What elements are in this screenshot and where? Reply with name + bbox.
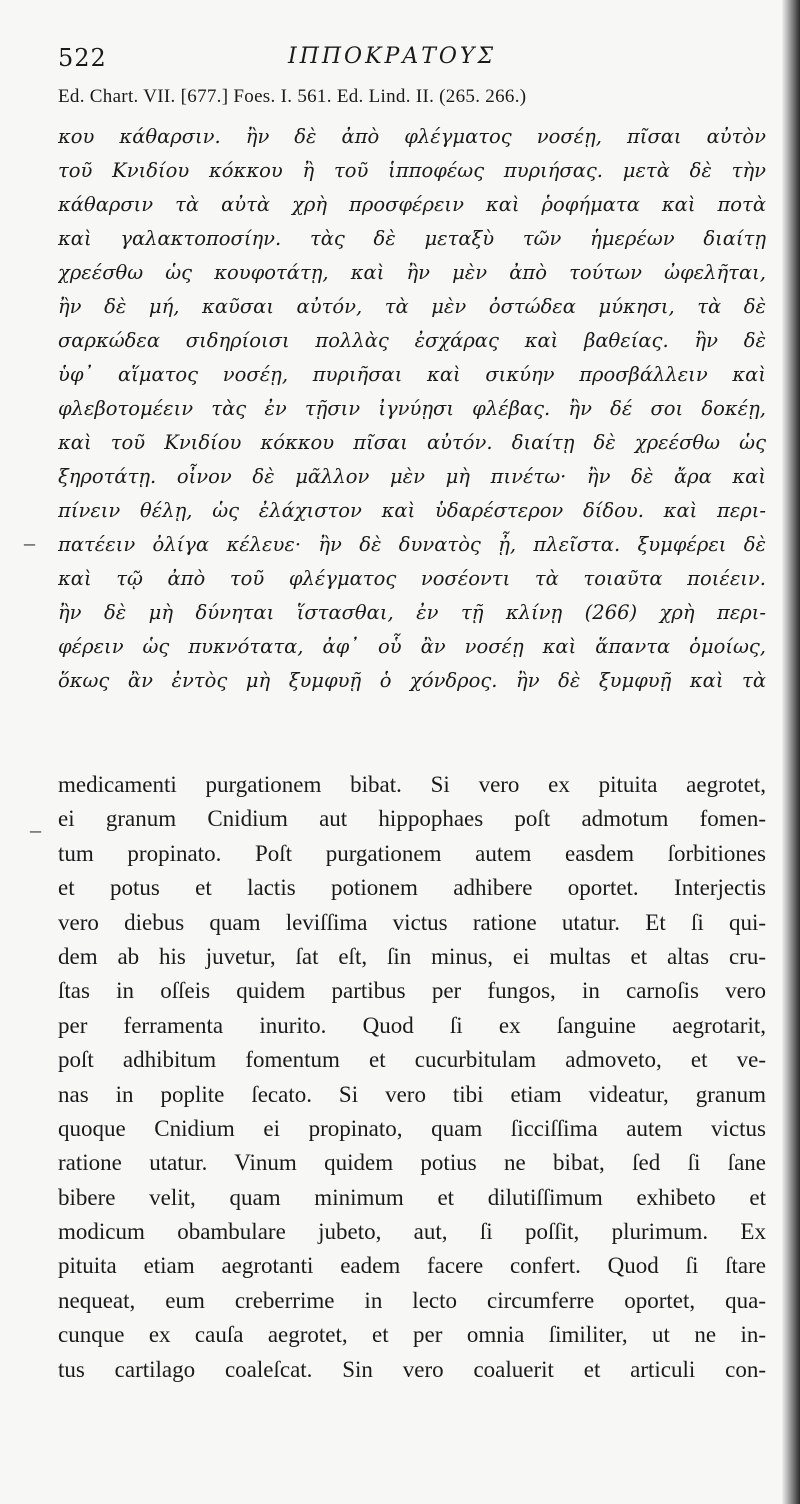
latin-line: pituita etiam aegrotanti eadem facere confert. Quod ſi ſtare (58, 1253, 766, 1279)
greek-line: χρεέσθω ὡς κουφοτάτῃ, καὶ ἢν μὲν ἀπὸ τούτων ὠφελῆται, (58, 261, 766, 284)
greek-line: ξηροτάτῃ. οἶνον δὲ μᾶλλον μὲν μὴ πινέτω· ἢν δὲ ἄρα καὶ (58, 465, 766, 488)
greek-line: ὑφ᾽ αἵματος νοσέῃ, πυριῆσαι καὶ σικύην προσβάλλειν καὶ (58, 363, 766, 386)
latin-line: ratione utatur. Vinum quidem potius ne bibat, ſed ſi ſane (58, 1150, 766, 1176)
greek-line: πατέειν ὀλίγα κέλευε· ἢν δὲ δυνατὸς ᾖ, πλεῖστα. ξυμφέρει δὲ (58, 533, 766, 556)
greek-line: τοῦ Κνιδίου κόκκου ἢ τοῦ ἱπποφέως πυριήσας. μετὰ δὲ τὴν (58, 159, 766, 182)
latin-line: tum propinato. Poſt purgationem autem easdem ſorbitiones (58, 840, 766, 866)
latin-line: medicamenti purgationem bibat. Si vero ex pituita aegrotet, (58, 772, 766, 797)
page-edge-shadow (782, 0, 800, 1504)
latin-line: et potus et lactis potionem adhibere oportet. Interjectis (58, 875, 766, 901)
greek-line: σαρκώδεα σιδηρίοισι πολλὰς ἐσχάρας καὶ βαθείας. ἢν δὲ (58, 329, 766, 352)
latin-line: ſtas in oſſeis quidem partibus per fungos, in carnoſis vero (58, 978, 766, 1004)
greek-line: ἢν δὲ μὴ δύνηται ἵστασθαι, ἐν τῇ κλίνῃ (266) χρὴ περι- (58, 601, 766, 624)
latin-line: per ferramenta inurito. Quod ſi ex ſanguine aegrotarit, (58, 1012, 766, 1038)
greek-line: κάθαρσιν τὰ αὐτὰ χρὴ προσφέρειν καὶ ῥοφήματα καὶ ποτὰ (58, 193, 766, 216)
latin-line: cunque ex cauſa aegrotet, et per omnia ſimiliter, ut ne in- (58, 1322, 766, 1348)
page-number: 522 (58, 44, 107, 72)
latin-line: ei granum Cnidium aut hippophaes poſt admotum fomen- (58, 806, 766, 832)
greek-line: κου κάθαρσιν. ἢν δὲ ἀπὸ φλέγματος νοσέῃ, πῖσαι αὐτὸν (58, 125, 766, 148)
running-title: ΙΠΠΟΚΡΑΤΟΥΣ (288, 44, 497, 69)
greek-line: φέρειν ὡς πυκνότατα, ἀφ᾽ οὗ ἂν νοσέῃ καὶ ἅπαντα ὁμοίως, (58, 635, 766, 658)
greek-line: ἢν δὲ μή, καῦσαι αὐτόν, τὰ μὲν ὀστώδεα μύκησι, τὰ δὲ (58, 295, 766, 318)
latin-line: bibere velit, quam minimum et dilutiſſimum exhibeto et (58, 1184, 766, 1210)
latin-line: nas in poplite ſecato. Si vero tibi etiam videatur, granum (58, 1081, 766, 1107)
latin-line: modicum obambulare jubeto, aut, ſi poſſit, plurimum. Ex (58, 1219, 766, 1245)
greek-line: φλεβοτομέειν τὰς ἐν τῇσιν ἰγνύῃσι φλέβας. ἢν δέ σοι δοκέῃ, (58, 397, 766, 420)
margin-dash-mark: – (30, 817, 41, 842)
greek-line: καὶ γαλακτοποσίην. τὰς δὲ μεταξὺ τῶν ἡμερέων διαίτῃ (58, 227, 766, 250)
greek-line: ὅκως ἂν ἐντὸς μὴ ξυμφυῇ ὁ χόνδρος. ἢν δὲ ξυμφυῇ καὶ τὰ (58, 669, 766, 692)
greek-line: καὶ τοῦ Κνιδίου κόκκου πῖσαι αὐτόν. διαίτῃ δὲ χρεέσθω ὡς (58, 431, 766, 454)
edition-reference: Ed. Chart. VII. [677.] Foes. I. 561. Ed. Lind. II. (265. 266.) (58, 86, 527, 107)
latin-line: nequeat, eum creberrime in lecto circumferre oportet, qua- (58, 1287, 766, 1313)
greek-line: πίνειν θέλῃ, ὡς ἐλάχιστον καὶ ὑδαρέστερον δίδου. καὶ περι- (58, 499, 766, 522)
latin-line: vero diebus quam leviſſima victus ratione utatur. Et ſi qui- (58, 909, 766, 935)
greek-text-block (58, 120, 766, 698)
page-header (58, 44, 758, 80)
margin-dash-mark: – (24, 530, 35, 555)
greek-line: καὶ τῷ ἀπὸ τοῦ φλέγματος νοσέοντι τὰ τοιαῦτα ποιέειν. (58, 567, 766, 590)
latin-line: quoque Cnidium ei propinato, quam ſicciſſima autem victus (58, 1115, 766, 1141)
latin-text-block (58, 768, 766, 1387)
latin-line: poſt adhibitum fomentum et cucurbitulam admoveto, et ve- (58, 1047, 766, 1073)
latin-line: tus cartilago coaleſcat. Sin vero coaluerit et articuli con- (58, 1356, 766, 1382)
latin-line: dem ab his juvetur, ſat eſt, ſin minus, ei multas et altas cru- (58, 943, 766, 969)
